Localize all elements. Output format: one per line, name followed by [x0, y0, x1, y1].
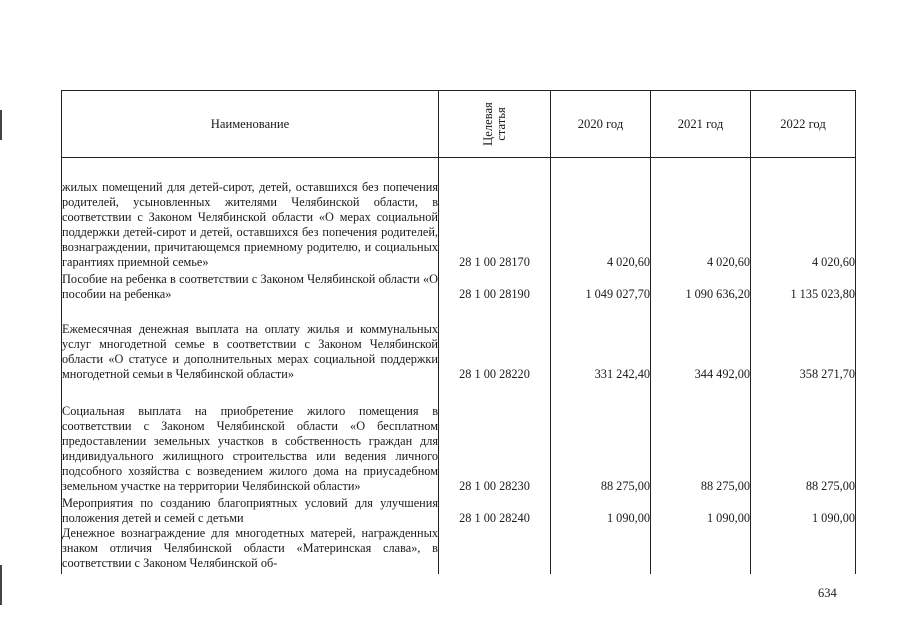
row-value-2021 [651, 526, 751, 574]
row-value-2020: 1 090,00 [551, 494, 651, 526]
row-name: Социальная выплата на приобретение жилого помещения в соответствии с Законом Челябинской области «О бесплатном предоставлении земельных участков в собственность граждан для индивидуального жилищного строительства или ведения личного подсобного хозяйства с возведением жилого дома на приусадебном земельном участке на территории Челябинской области» [62, 382, 439, 494]
page-number: 634 [818, 586, 837, 600]
budget-table [61, 90, 856, 574]
header-code-line2: статья [493, 106, 508, 141]
table-row [62, 494, 856, 526]
table-row [62, 526, 856, 574]
row-value-2022: 1 135 023,80 [751, 270, 856, 302]
table-header [62, 91, 856, 158]
row-value-2020: 88 275,00 [551, 382, 651, 494]
row-code: 28 1 00 28230 [439, 382, 551, 494]
row-value-2022: 1 090,00 [751, 494, 856, 526]
header-target-article-text [481, 102, 507, 146]
row-value-2020: 331 242,40 [551, 302, 651, 382]
table-row [62, 382, 856, 494]
row-value-2021: 344 492,00 [651, 302, 751, 382]
table-row [62, 270, 856, 302]
scan-edge-mark-bottom [0, 565, 2, 605]
row-value-2020 [551, 526, 651, 574]
row-value-2021: 1 090 636,20 [651, 270, 751, 302]
row-name: Ежемесячная денежная выплата на оплату жилья и коммунальных услуг многодетной семье в соответствии с Законом Челябинской области «О статусе и дополнительных мерах социальной поддержки многодетной семьи в Челябинской области» [62, 302, 439, 382]
row-value-2022: 358 271,70 [751, 302, 856, 382]
header-year-2020: 2020 год [551, 91, 651, 158]
row-value-2020: 1 049 027,70 [551, 270, 651, 302]
header-row [62, 91, 856, 158]
row-value-2021: 88 275,00 [651, 382, 751, 494]
row-value-2022 [751, 526, 856, 574]
header-target-article [439, 91, 551, 158]
row-code: 28 1 00 28190 [439, 270, 551, 302]
row-name: Пособие на ребенка в соответствии с Законом Челябинской области «О пособии на ребенка» [62, 271, 438, 301]
row-value-2021: 4 020,60 [651, 158, 751, 270]
row-code [439, 526, 551, 574]
header-code-line1: Целевая [480, 101, 495, 146]
row-name: Мероприятия по созданию благоприятных условий для улучшения положения детей и семей с детьми [62, 495, 438, 525]
row-value-2021: 1 090,00 [651, 494, 751, 526]
table-row [62, 302, 856, 382]
header-name: Наименование [62, 91, 439, 158]
row-value-2020: 4 020,60 [551, 158, 651, 270]
row-code: 28 1 00 28220 [439, 302, 551, 382]
row-name: Денежное вознаграждение для многодетных матерей, награжденных знаком отличия Челябинской области «Материнская слава», в соответствии с Законом Челябинской об- [62, 526, 439, 574]
row-code: 28 1 00 28240 [439, 494, 551, 526]
table-body [62, 158, 856, 574]
row-value-2022: 4 020,60 [751, 158, 856, 270]
header-year-2021: 2021 год [651, 91, 751, 158]
row-code: 28 1 00 28170 [439, 158, 551, 270]
row-value-2022: 88 275,00 [751, 382, 856, 494]
row-name: жилых помещений для детей-сирот, детей, оставшихся без попечения родителей, усыновленных жителями Челябинской области, в соответствии с Законом Челябинской области «О мерах социальной поддержки детей-сирот и детей, оставшихся без попечения родителей, вознаграждении, причитающемся приемному родителю, и социальных гарантиях приемной семье» [62, 158, 439, 270]
header-year-2022: 2022 год [751, 91, 856, 158]
scan-edge-mark-top [0, 110, 2, 140]
table-row [62, 158, 856, 270]
